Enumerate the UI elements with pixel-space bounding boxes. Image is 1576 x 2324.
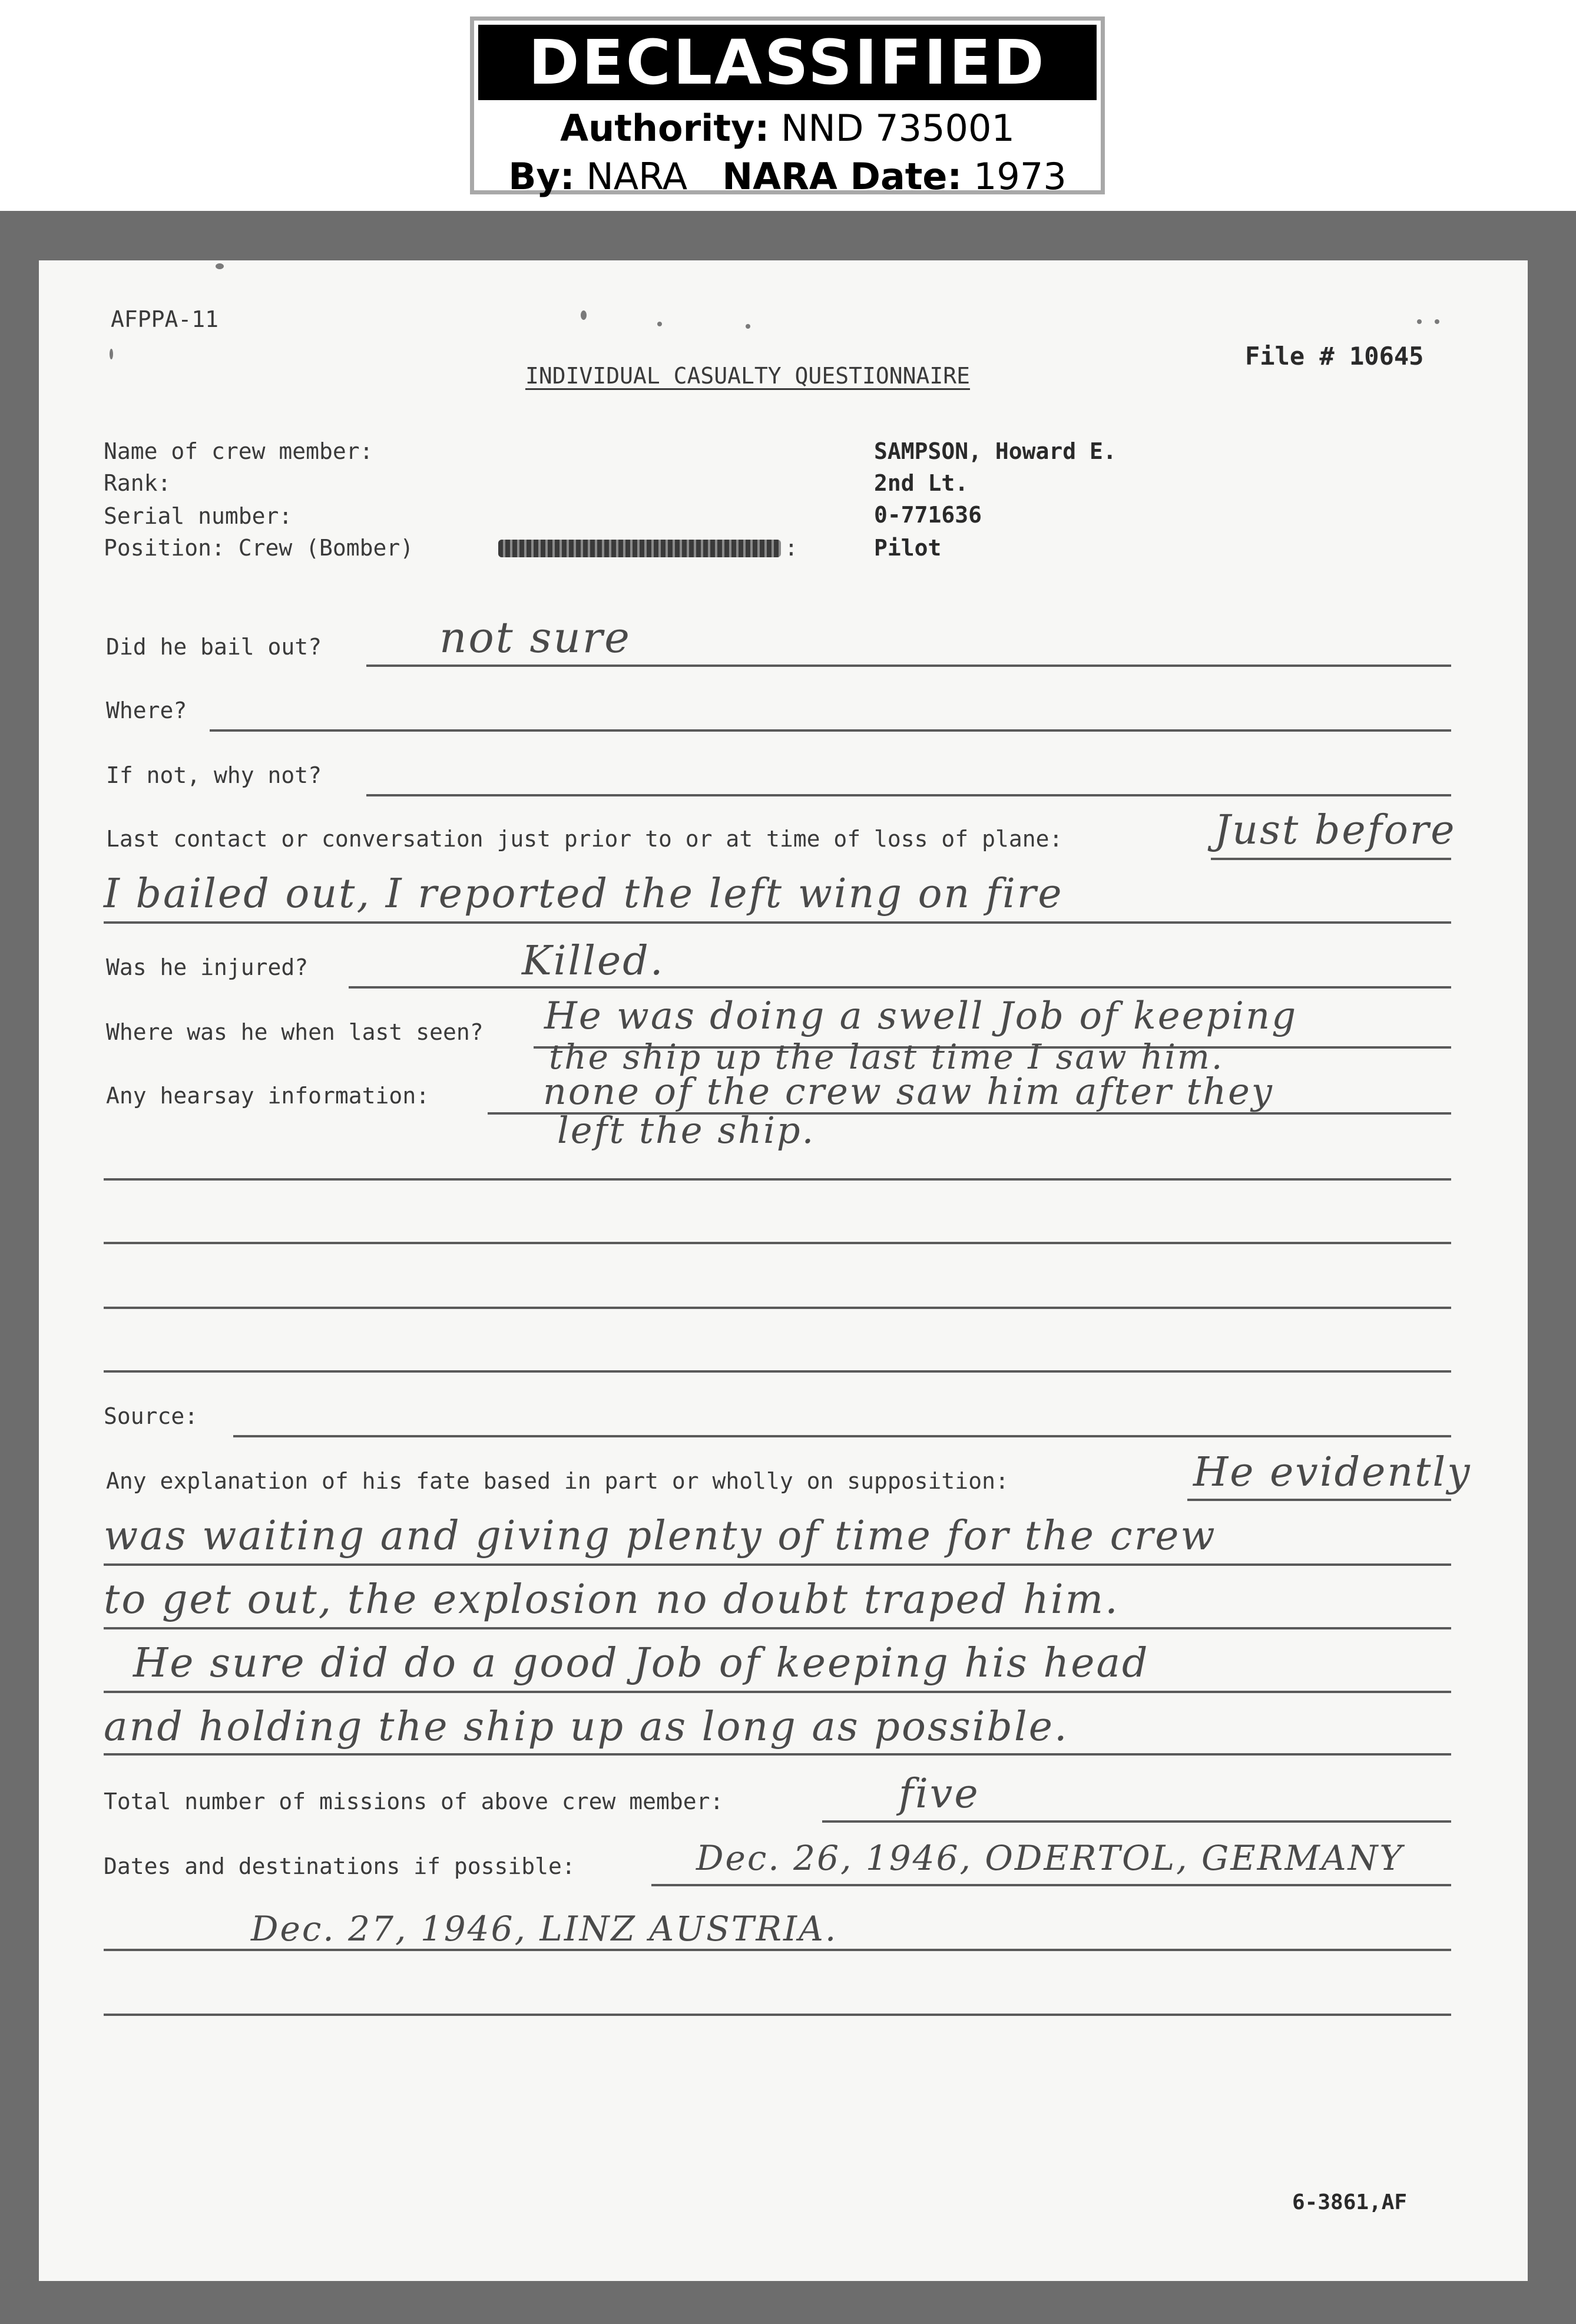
- explanation-answer-1: He evidently: [1193, 1449, 1472, 1496]
- why-not-label: If not, why not?: [106, 762, 322, 788]
- hearsay-label: Any hearsay information:: [106, 1083, 430, 1109]
- crew-position-value: Pilot: [874, 535, 942, 561]
- missions-label: Total number of missions of above crew member:: [104, 1789, 724, 1814]
- explanation-answer-3: to get out, the explosion no doubt traped him.: [104, 1576, 1120, 1623]
- last-contact-answer-2: I bailed out, I reported the left wing on fire: [104, 871, 1064, 917]
- injured-answer: Killed.: [522, 938, 665, 984]
- crew-serial-value: 0-771636: [874, 502, 982, 528]
- stamp-by-value: NARA: [586, 155, 688, 198]
- explanation-line-3: [104, 1627, 1451, 1629]
- explanation-line-1: [1187, 1499, 1451, 1501]
- explanation-answer-4: He sure did do a good Job of keeping his head: [133, 1640, 1150, 1687]
- declassified-stamp: [470, 16, 1105, 198]
- last-seen-answer-1: He was doing a swell Job of keeping: [544, 994, 1298, 1038]
- last-contact-label: Last contact or conversation just prior to or at time of loss of plane:: [106, 826, 1063, 852]
- stamp-authority-label: Authority:: [560, 107, 770, 150]
- file-number: File # 10645: [1245, 342, 1424, 371]
- dates-line-3: [104, 2014, 1451, 2016]
- crew-position-label: Position: Crew (Bomber): [104, 535, 414, 561]
- stamp-date-value: 1973: [973, 155, 1067, 198]
- scanned-page: [0, 211, 1576, 2324]
- last-contact-line-1: [1211, 858, 1451, 860]
- missions-answer: five: [899, 1771, 980, 1817]
- dates-line-1: [651, 1884, 1451, 1886]
- redacted-text: [498, 540, 781, 557]
- explanation-answer-5: and holding the ship up as long as possible.: [104, 1704, 1069, 1750]
- explanation-answer-2: was waiting and giving plenty of time for the crew: [104, 1513, 1217, 1559]
- bail-out-answer: not sure: [439, 613, 631, 662]
- hearsay-answer-2: left the ship.: [557, 1109, 816, 1152]
- source-line: [233, 1435, 1451, 1437]
- questionnaire-paper: [39, 260, 1528, 2281]
- stamp-by-row: [474, 155, 1101, 198]
- form-number: 6-3861,AF: [1292, 2190, 1408, 2214]
- blank-line: [104, 1370, 1451, 1373]
- stamp-date-label: NARA Date:: [722, 155, 962, 198]
- explanation-label: Any explanation of his fate based in part or wholly on supposition:: [106, 1468, 1009, 1494]
- hearsay-answer-1: none of the crew saw him after they: [543, 1070, 1274, 1113]
- scan-speck: [746, 324, 750, 329]
- scan-speck: [216, 263, 224, 269]
- explanation-line-5: [104, 1753, 1451, 1756]
- where-line: [210, 729, 1451, 732]
- scan-speck: [581, 310, 587, 320]
- scan-speck: [657, 322, 662, 326]
- explanation-line-2: [104, 1563, 1451, 1566]
- crew-serial-label: Serial number:: [104, 503, 293, 529]
- blank-line: [104, 1242, 1451, 1244]
- crew-rank-label: Rank:: [104, 470, 171, 496]
- why-not-line: [366, 794, 1451, 796]
- blank-line: [104, 1178, 1451, 1181]
- stamp-authority-value: NND 735001: [781, 107, 1015, 150]
- blank-line: [104, 1307, 1451, 1309]
- explanation-line-4: [104, 1691, 1451, 1693]
- crew-name-label: Name of crew member:: [104, 438, 373, 464]
- bail-out-line: [366, 665, 1451, 667]
- last-contact-answer-1: Just before: [1214, 807, 1456, 854]
- last-seen-label: Where was he when last seen?: [106, 1019, 484, 1045]
- form-title: INDIVIDUAL CASUALTY QUESTIONNAIRE: [525, 363, 970, 389]
- scan-speck: [1417, 319, 1422, 324]
- dates-label: Dates and destinations if possible:: [104, 1853, 575, 1879]
- scan-speck: [110, 349, 113, 359]
- last-seen-answer-2: the ship up the last time I saw him.: [549, 1037, 1224, 1077]
- dates-answer-2: Dec. 27, 1946, LINZ AUSTRIA.: [251, 1909, 838, 1949]
- stamp-by-label: By:: [508, 155, 575, 198]
- bail-out-label: Did he bail out?: [106, 634, 322, 660]
- crew-position-colon: :: [784, 535, 798, 561]
- stamp-authority-row: [474, 107, 1101, 150]
- missions-line: [822, 1820, 1451, 1823]
- injured-line: [349, 986, 1451, 989]
- source-label: Source:: [104, 1403, 198, 1429]
- stamp-title: DECLASSIFIED: [478, 25, 1097, 100]
- last-contact-line-2: [104, 921, 1451, 924]
- scan-speck: [1435, 319, 1439, 324]
- dates-answer-1: Dec. 26, 1946, ODERTOL, GERMANY: [696, 1838, 1404, 1878]
- dates-line-2: [104, 1949, 1451, 1951]
- where-label: Where?: [106, 697, 187, 723]
- form-id: AFPPA-11: [111, 306, 219, 332]
- crew-name-value: SAMPSON, Howard E.: [874, 438, 1117, 464]
- injured-label: Was he injured?: [106, 954, 309, 980]
- crew-rank-value: 2nd Lt.: [874, 470, 969, 496]
